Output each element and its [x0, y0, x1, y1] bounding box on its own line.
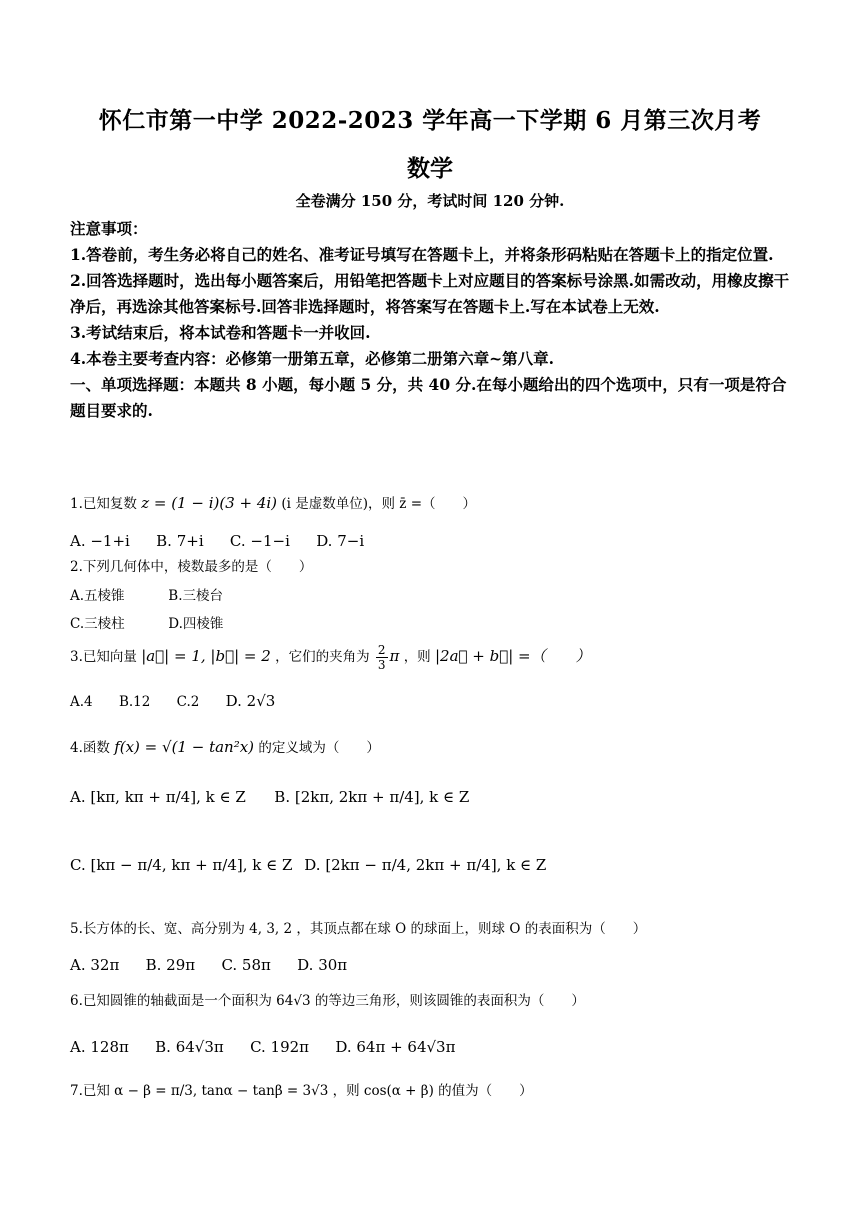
- notes-heading: 注意事项：: [70, 219, 148, 238]
- q4-option-c: C. [kπ − π/4, kπ + π/4], k ∈ Z: [70, 856, 293, 874]
- q3-option-b: B.12: [118, 694, 151, 710]
- question-4: [70, 736, 380, 759]
- q3-ask1: ，则: [403, 649, 431, 665]
- question-6: 6.已知圆锥的轴截面是一个面积为 64√3 的等边三角形，则该圆锥的表面积为（ ）: [70, 993, 585, 1009]
- question-5: 5.长方体的长、宽、高分别为 4, 3, 2 ，其顶点都在球 O 的球面上，则球 O 的表面积为（ ）: [70, 921, 647, 937]
- exam-title: 怀仁市第一中学 2022-2023 学年高一下学期 6 月第三次月考: [98, 107, 762, 134]
- q1-option-c: C. −1−i: [229, 532, 290, 550]
- q4-option-b: B. [2kπ, 2kπ + π/4], k ∈ Z: [274, 788, 470, 806]
- q3-mid: ，它们的夹角为: [275, 649, 370, 665]
- q1-option-a: A. −1+i: [70, 532, 130, 550]
- q1-prefix: 1.已知复数: [70, 496, 137, 512]
- exam-subject: 数学: [407, 155, 453, 182]
- q2-option-d: D.四棱锥: [168, 616, 224, 632]
- q4-expression: f(x) = √(1 − tan²x): [114, 738, 255, 756]
- q1-expression: z = (1 − i)(3 + 4i): [141, 494, 278, 512]
- exam-meta: 全卷满分 150 分，考试时间 120 分钟.: [295, 192, 565, 210]
- q4-prefix: 4.函数: [70, 740, 110, 756]
- q5-options: [70, 956, 369, 974]
- q4-options-row2: [70, 856, 568, 874]
- q3-pi: π: [389, 647, 400, 665]
- question-7: 7.已知 α − β = π/3, tanα − tanβ = 3√3 ，则 cos(α + β) 的值为（ ）: [70, 1083, 533, 1099]
- q2-option-a: A.五棱锥: [70, 588, 125, 604]
- q2-options-row2: [70, 612, 245, 632]
- q2-option-b: B.三棱台: [168, 588, 224, 604]
- q5-option-d: D. 30π: [297, 956, 348, 974]
- question-1: [70, 492, 476, 515]
- q3-options: [70, 692, 297, 710]
- q6-option-c: C. 192π: [250, 1038, 310, 1056]
- section-heading: 一、单项选择题：本题共 8 小题，每小题 5 分，共 40 分.在每小题给出的四个选项中，只有一项是符合题目要求的.: [70, 375, 787, 420]
- note-item: 3.考试结束后，将本试卷和答题卡一并收回.: [70, 323, 371, 342]
- q6-option-d: D. 64π + 64√3π: [335, 1038, 456, 1056]
- q1-option-d: D. 7−i: [316, 532, 365, 550]
- q5-option-a: A. 32π: [70, 956, 120, 974]
- q3-option-a: A.4: [70, 694, 93, 710]
- q6-options: [70, 1038, 477, 1056]
- q1-ask: z̄ =（ ）: [399, 496, 477, 512]
- q3-option-d: D. 2√3: [225, 692, 276, 710]
- q3-ask2: |2a⃗ + b⃗| =（ ）: [434, 647, 591, 665]
- q3-prefix: 3.已知向量: [70, 649, 137, 665]
- q2-option-c: C.三棱柱: [70, 616, 125, 632]
- q6-option-a: A. 128π: [70, 1038, 129, 1056]
- q4-option-d: D. [2kπ − π/4, 2kπ + π/4], k ∈ Z: [304, 856, 547, 874]
- note-item: 2.回答选择题时，选出每小题答案后，用铅笔把答题卡上对应题目的答案标号涂黑.如需改动，用橡皮擦干净后，再选涂其他答案标号.回答非选择题时，将答案写在答题卡上.写在本试卷上无效.: [70, 271, 790, 316]
- q4-option-a: A. [kπ, kπ + π/4], k ∈ Z: [70, 788, 246, 806]
- q3-condition: |a⃗| = 1, |b⃗| = 2: [141, 647, 271, 665]
- q2-options-row1: [70, 584, 245, 604]
- note-item: 4.本卷主要考查内容：必修第一册第五章，必修第二册第六章~第八章.: [70, 349, 555, 368]
- q5-option-b: B. 29π: [145, 956, 196, 974]
- q6-option-b: B. 64√3π: [155, 1038, 224, 1056]
- q4-options-row1: [70, 788, 491, 806]
- question-3: [70, 638, 591, 675]
- q1-option-b: B. 7+i: [156, 532, 204, 550]
- exam-notes: [70, 216, 800, 424]
- q4-suffix: 的定义域为（ ）: [258, 740, 380, 756]
- q3-fraction: $\frac{2}{3}$: [377, 643, 386, 672]
- q1-paren: (i 是虚数单位)，则: [281, 496, 395, 512]
- note-item: 1.答卷前，考生务必将自己的姓名、准考证号填写在答题卡上，并将条形码粘贴在答题卡上的指定位置.: [70, 245, 774, 264]
- question-2: 2.下列几何体中，棱数最多的是（ ）: [70, 559, 313, 575]
- q5-option-c: C. 58π: [221, 956, 271, 974]
- q3-option-c: C.2: [176, 694, 200, 710]
- q1-options: [70, 532, 386, 550]
